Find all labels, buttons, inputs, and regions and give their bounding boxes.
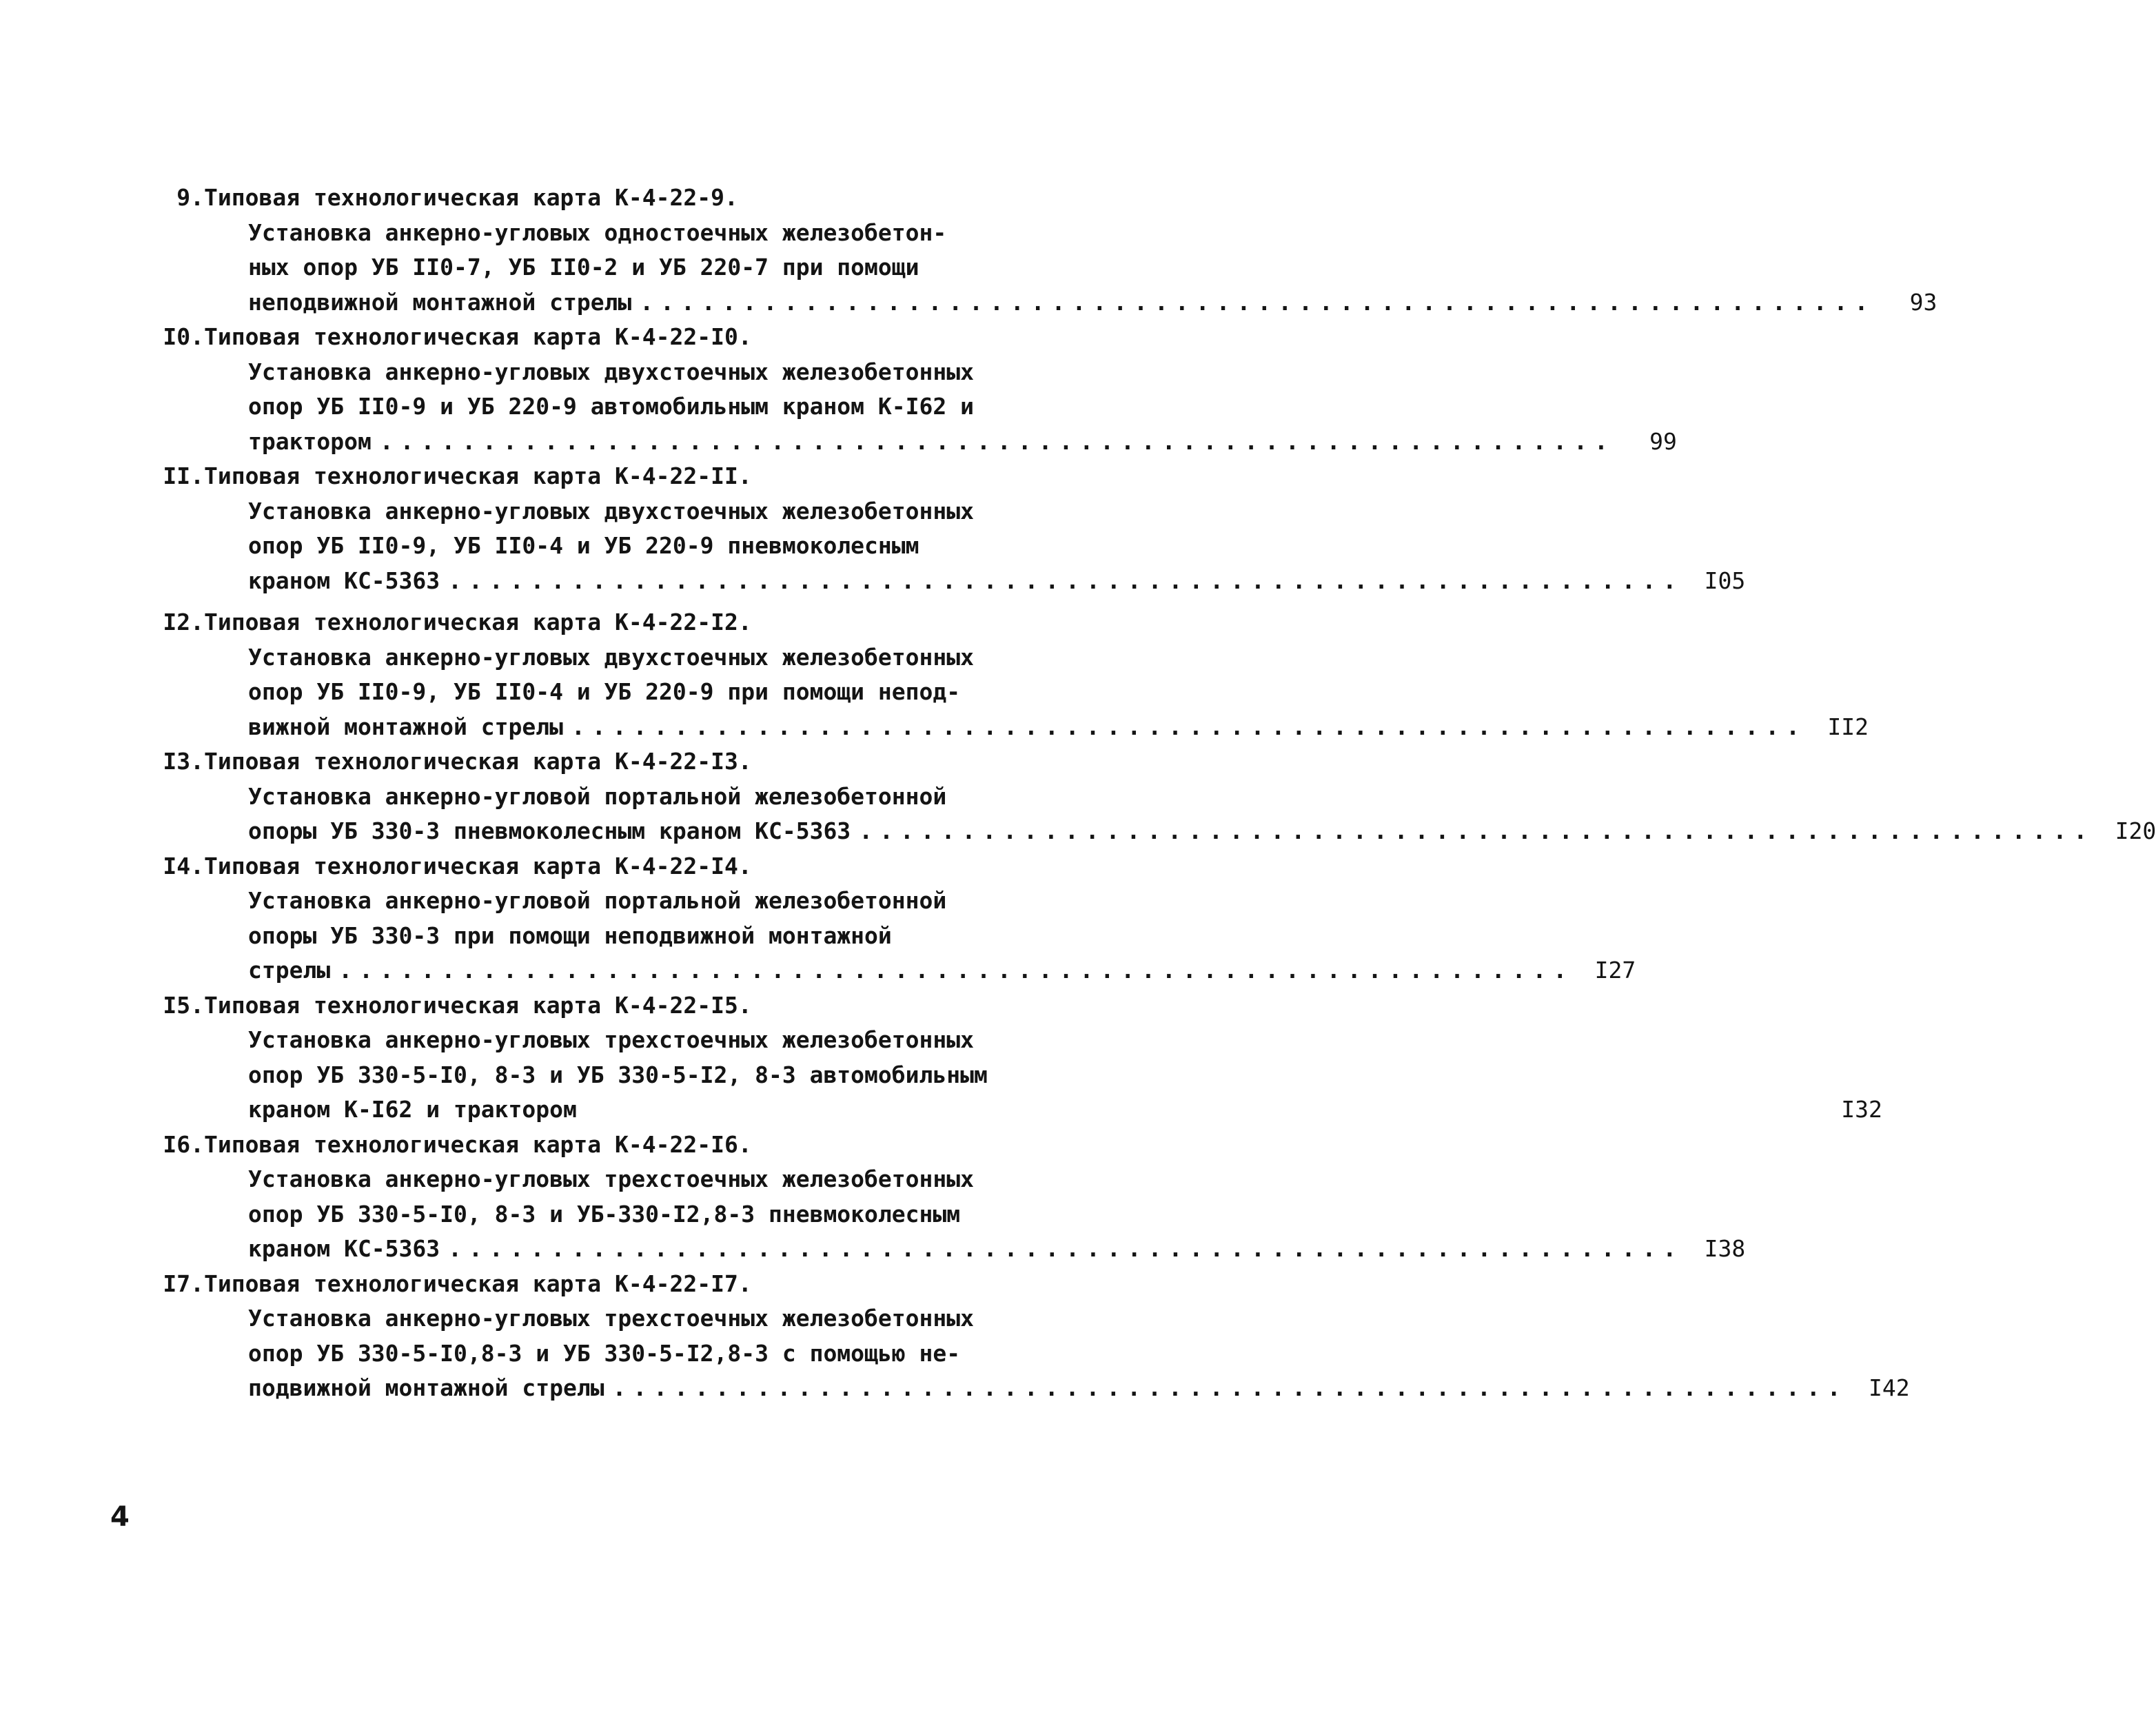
toc-entry-body [204,320,1677,459]
toc-leader-dots: ............................................................ [448,1235,1684,1262]
toc-entry-number: I3. [163,748,204,775]
toc-entry-description-line: опор УБ II0-9, УБ II0-4 и УБ 220-9 при помощи непод- [248,678,961,705]
toc-entry-last-line-text: вижной монтажной стрелы [248,713,563,740]
toc-leader-dots: ............................................................ [859,817,2095,844]
toc-entry [160,459,1746,598]
toc-entry-body [204,1128,1745,1267]
toc-entry-body [204,605,1869,744]
toc-entry-last-line-text: неподвижной монтажной стрелы [248,288,632,316]
toc-entry-last-line-text: подвижной монтажной стрелы [248,1374,604,1401]
toc-entry-description-line: опор УБ 330-5-I0, 8-3 и УБ-330-I2,8-3 пневмоколесным [248,1200,961,1228]
toc-leader-dots: ............................................................ [571,713,1807,740]
toc-entry-description-line: Установка анкерно-угловой портальной железобетонной [248,782,947,810]
toc-entry-body [204,181,1937,320]
toc-entry-body [204,459,1745,598]
toc-page-number: I32 [1841,1096,1882,1123]
toc-page-number: I42 [1869,1374,1910,1401]
toc-page-number: II2 [1827,713,1869,740]
toc-entry-description [204,780,2156,849]
toc-entry [160,849,1636,988]
toc-entry-description-line: Установка анкерно-угловых двухстоечных железобетонных [248,497,974,525]
toc-entry-number: 9. [176,184,204,211]
toc-entry-description [204,355,1677,460]
toc-entry-heading: Типовая технологическая карта К-4-22-I4. [204,852,752,879]
toc-entry [160,181,1938,320]
toc-entry-last-line [248,425,1677,460]
toc-entry-description [204,216,1937,320]
toc-entry-number: I0. [163,323,204,350]
toc-entry-description-line: Установка анкерно-угловых трехстоечных железобетонных [248,1305,974,1332]
toc-entry-body [204,744,2156,849]
toc-entry-heading: Типовая технологическая карта К-4-22-I6. [204,1130,752,1158]
toc-entry-description-line: Установка анкерно-угловых двухстоечных железобетонных [248,358,974,385]
toc-entry-description [204,1301,1910,1406]
toc-entry-heading: Типовая технологическая карта К-4-22-9. [204,184,738,211]
toc-entry-number: I5. [163,991,204,1019]
toc-entry-heading: Типовая технологическая карта К-4-22-I3. [204,748,752,775]
toc-entry-description [204,640,1869,745]
toc-entry-description-line: опор УБ II0-9 и УБ 220-9 автомобильным краном К-I62 и [248,393,974,420]
toc-entry-heading: Типовая технологическая карта К-4-22-I0. [204,323,752,350]
toc-entry-body [204,988,1882,1128]
toc-entry [160,605,1869,744]
toc-entry-last-line [248,564,1745,599]
toc-entry-last-line [248,710,1869,745]
toc-entry-description [204,1023,1882,1128]
toc-entry-description-line: Установка анкерно-угловых двухстоечных железобетонных [248,643,974,671]
toc-entry-body [204,849,1636,988]
toc-entry-heading: Типовая технологическая карта К-4-22-II. [204,462,752,489]
toc-entry-description-line: опор УБ 330-5-I0, 8-3 и УБ 330-5-I2, 8-3 автомобильным [248,1061,988,1088]
toc-entry-last-line-text: стрелы [248,957,331,984]
table-of-contents [160,181,2156,1406]
toc-entry-heading: Типовая технологическая карта К-4-22-I7. [204,1270,752,1297]
toc-entry-description-line: опор УБ II0-9, УБ II0-4 и УБ 220-9 пневмоколесным [248,532,919,559]
toc-page-number: I38 [1704,1235,1746,1262]
toc-entry-last-line-text: опоры УБ 330-3 пневмоколесным краном КС-5363 [248,817,851,844]
toc-entry-description-line: Установка анкерно-угловой портальной железобетонной [248,887,947,914]
toc-entry-description-line: опор УБ 330-5-I0,8-3 и УБ 330-5-I2,8-3 с помощью не- [248,1339,961,1367]
toc-entry-description-line: опоры УБ 330-3 при помощи неподвижной монтажной [248,922,892,949]
toc-leader-dots: ............................................................ [640,288,1875,316]
toc-entry-last-line [248,814,2156,849]
toc-entry-last-line [248,285,1937,320]
toc-entry [160,988,1882,1128]
toc-leader-dots: ............................................................ [338,957,1574,984]
toc-entry-last-line-text: краном К-I62 и трактором [248,1096,577,1123]
toc-entry [160,1128,1746,1267]
toc-entry-description-line: Установка анкерно-угловых трехстоечных железобетонных [248,1026,974,1053]
toc-entry-description-line: ных опор УБ II0-7, УБ II0-2 и УБ 220-7 при помощи [248,254,919,281]
toc-entry-last-line [248,1371,1910,1406]
toc-entry-description [204,884,1636,988]
toc-entry-number: I7. [163,1270,204,1297]
toc-entry-description [204,494,1745,599]
toc-page-number: 93 [1909,288,1938,316]
toc-entry-description-line: Установка анкерно-угловых одностоечных железобетон- [248,218,947,246]
toc-entry [160,1267,1910,1406]
toc-entry-last-line [248,953,1636,988]
toc-page-number: I27 [1594,957,1636,984]
toc-leader-dots: ............................................................ [448,567,1684,594]
toc-entry-heading: Типовая технологическая карта К-4-22-I2. [204,609,752,635]
toc-entry-last-line-text: краном КС-5363 [248,567,440,594]
toc-entry-description [204,1162,1745,1267]
toc-page-number: I05 [1704,567,1746,594]
toc-entry-number: II. [163,462,204,489]
toc-entry-description-line: Установка анкерно-угловых трехстоечных железобетонных [248,1166,974,1192]
toc-entry-number: I4. [163,852,204,879]
toc-entry-last-line [248,1232,1745,1267]
toc-entry-number: I6. [163,1130,204,1158]
toc-page-number: 99 [1649,427,1677,455]
toc-entry [160,744,2156,849]
toc-page-number: I20 [2115,817,2156,844]
toc-entry-last-line-text: краном КС-5363 [248,1235,440,1262]
toc-leader-dots: ............................................................ [379,427,1615,455]
toc-entry [160,320,1677,459]
toc-entry-heading: Типовая технологическая карта К-4-22-I5. [204,991,752,1019]
toc-entry-body [204,1267,1910,1406]
toc-leader-dots: ............................................................ [612,1374,1848,1401]
page-number: 4 [110,1501,130,1533]
toc-entry-last-line-text: трактором [248,427,372,455]
toc-entry-last-line [248,1092,1882,1128]
toc-entry-number: I2. [163,609,204,635]
